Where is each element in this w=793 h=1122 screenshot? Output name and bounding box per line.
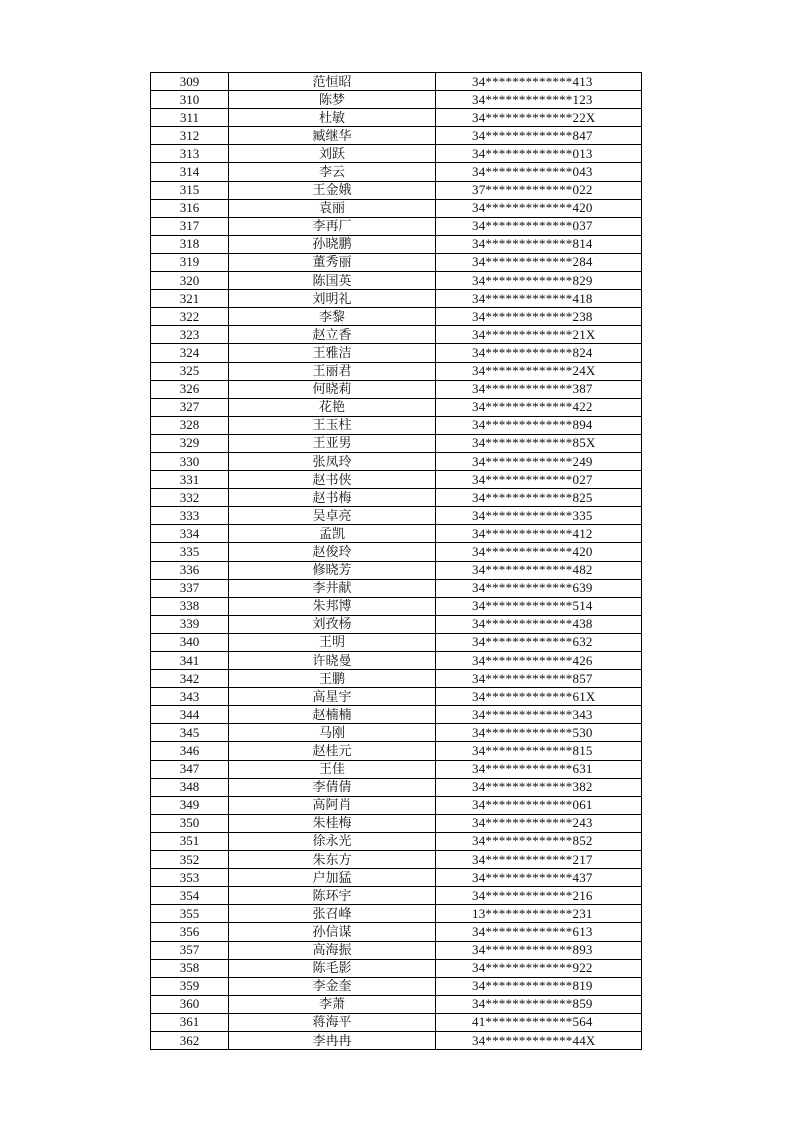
id-number-cell: 34*************24X: [436, 362, 642, 380]
row-number-cell: 336: [151, 561, 229, 579]
row-number-cell: 355: [151, 905, 229, 923]
row-number-cell: 362: [151, 1031, 229, 1049]
table-row: [151, 489, 642, 507]
id-number-cell: 34*************027: [436, 471, 642, 489]
name-cell: 王金娥: [229, 181, 436, 199]
name-cell: 马刚: [229, 724, 436, 742]
table-row: [151, 525, 642, 543]
row-number-cell: 316: [151, 199, 229, 217]
row-number-cell: 343: [151, 688, 229, 706]
table-row: [151, 181, 642, 199]
row-number-cell: 335: [151, 543, 229, 561]
table-row: [151, 127, 642, 145]
name-cell: 王雅洁: [229, 344, 436, 362]
row-number-cell: 312: [151, 127, 229, 145]
id-number-cell: 34*************631: [436, 760, 642, 778]
name-cell: 张召峰: [229, 905, 436, 923]
name-cell: 赵书侠: [229, 471, 436, 489]
name-cell: 赵俊玲: [229, 543, 436, 561]
row-number-cell: 349: [151, 796, 229, 814]
name-cell: 李井献: [229, 579, 436, 597]
id-number-cell: 34*************21X: [436, 326, 642, 344]
name-cell: 朱邦博: [229, 597, 436, 615]
name-cell: 花艳: [229, 398, 436, 416]
table-row: [151, 398, 642, 416]
row-number-cell: 339: [151, 615, 229, 633]
name-cell: 蒋海平: [229, 1013, 436, 1031]
id-number-cell: 34*************894: [436, 416, 642, 434]
row-number-cell: 315: [151, 181, 229, 199]
id-number-cell: 34*************238: [436, 308, 642, 326]
name-cell: 朱桂梅: [229, 814, 436, 832]
table-row: [151, 760, 642, 778]
row-number-cell: 350: [151, 814, 229, 832]
id-number-cell: 34*************387: [436, 380, 642, 398]
name-cell: 陈梦: [229, 91, 436, 109]
id-number-cell: 34*************420: [436, 543, 642, 561]
name-cell: 王鹏: [229, 670, 436, 688]
row-number-cell: 342: [151, 670, 229, 688]
row-number-cell: 317: [151, 217, 229, 235]
table-row: [151, 796, 642, 814]
row-number-cell: 337: [151, 579, 229, 597]
id-number-cell: 34*************037: [436, 217, 642, 235]
row-number-cell: 314: [151, 163, 229, 181]
table-row: [151, 814, 642, 832]
table-row: [151, 615, 642, 633]
name-cell: 刘孜杨: [229, 615, 436, 633]
name-cell: 赵楠楠: [229, 706, 436, 724]
table-row: [151, 145, 642, 163]
row-number-cell: 313: [151, 145, 229, 163]
row-number-cell: 333: [151, 507, 229, 525]
id-number-cell: 34*************632: [436, 633, 642, 651]
name-cell: 陈环宇: [229, 887, 436, 905]
table-row: [151, 977, 642, 995]
name-cell: 王佳: [229, 760, 436, 778]
id-number-cell: 34*************043: [436, 163, 642, 181]
id-number-cell: 34*************343: [436, 706, 642, 724]
name-cell: 朱东方: [229, 851, 436, 869]
row-number-cell: 360: [151, 995, 229, 1013]
name-cell: 王亚男: [229, 434, 436, 452]
row-number-cell: 329: [151, 434, 229, 452]
name-cell: 孟凯: [229, 525, 436, 543]
row-number-cell: 344: [151, 706, 229, 724]
row-number-cell: 334: [151, 525, 229, 543]
name-cell: 孙信谋: [229, 923, 436, 941]
id-number-cell: 34*************814: [436, 235, 642, 253]
id-number-cell: 34*************815: [436, 742, 642, 760]
name-cell: 修晓芳: [229, 561, 436, 579]
table-row: [151, 380, 642, 398]
table-row: [151, 326, 642, 344]
table-row: [151, 362, 642, 380]
id-number-cell: 34*************123: [436, 91, 642, 109]
row-number-cell: 319: [151, 253, 229, 271]
row-number-cell: 328: [151, 416, 229, 434]
id-number-cell: 34*************438: [436, 615, 642, 633]
table-row: [151, 670, 642, 688]
id-number-cell: 34*************22X: [436, 109, 642, 127]
name-cell: 高阿肖: [229, 796, 436, 814]
table-row: [151, 434, 642, 452]
table-row: [151, 1013, 642, 1031]
id-number-cell: 34*************426: [436, 652, 642, 670]
id-number-cell: 34*************829: [436, 272, 642, 290]
id-number-cell: 34*************893: [436, 941, 642, 959]
table-row: [151, 778, 642, 796]
table-row: [151, 579, 642, 597]
id-number-cell: 13*************231: [436, 905, 642, 923]
row-number-cell: 359: [151, 977, 229, 995]
name-cell: 赵书梅: [229, 489, 436, 507]
name-cell: 王明: [229, 633, 436, 651]
table-row: [151, 905, 642, 923]
table-row: [151, 199, 642, 217]
id-number-cell: 34*************44X: [436, 1031, 642, 1049]
row-number-cell: 352: [151, 851, 229, 869]
id-number-cell: 34*************859: [436, 995, 642, 1013]
name-cell: 李冉冉: [229, 1031, 436, 1049]
table-row: [151, 851, 642, 869]
row-number-cell: 330: [151, 452, 229, 470]
row-number-cell: 361: [151, 1013, 229, 1031]
row-number-cell: 320: [151, 272, 229, 290]
row-number-cell: 324: [151, 344, 229, 362]
id-number-cell: 34*************216: [436, 887, 642, 905]
name-cell: 王丽君: [229, 362, 436, 380]
table-row: [151, 272, 642, 290]
name-cell: 孙晓鹏: [229, 235, 436, 253]
name-cell: 吴卓亮: [229, 507, 436, 525]
id-number-cell: 34*************013: [436, 145, 642, 163]
table-row: [151, 235, 642, 253]
table-row: [151, 652, 642, 670]
table-row: [151, 832, 642, 850]
id-number-cell: 34*************922: [436, 959, 642, 977]
name-cell: 赵桂元: [229, 742, 436, 760]
table-row: [151, 633, 642, 651]
roster-table-body: [151, 73, 642, 1050]
name-cell: 陈毛影: [229, 959, 436, 977]
name-cell: 张凤玲: [229, 452, 436, 470]
id-number-cell: 34*************412: [436, 525, 642, 543]
row-number-cell: 356: [151, 923, 229, 941]
row-number-cell: 310: [151, 91, 229, 109]
table-row: [151, 253, 642, 271]
id-number-cell: 34*************249: [436, 452, 642, 470]
id-number-cell: 34*************284: [436, 253, 642, 271]
name-cell: 李黎: [229, 308, 436, 326]
name-cell: 臧继华: [229, 127, 436, 145]
name-cell: 董秀丽: [229, 253, 436, 271]
row-number-cell: 326: [151, 380, 229, 398]
id-number-cell: 34*************857: [436, 670, 642, 688]
id-number-cell: 34*************825: [436, 489, 642, 507]
name-cell: 刘明礼: [229, 290, 436, 308]
row-number-cell: 346: [151, 742, 229, 760]
table-row: [151, 109, 642, 127]
id-number-cell: 34*************639: [436, 579, 642, 597]
name-cell: 李金奎: [229, 977, 436, 995]
id-number-cell: 34*************514: [436, 597, 642, 615]
table-row: [151, 543, 642, 561]
row-number-cell: 332: [151, 489, 229, 507]
table-row: [151, 507, 642, 525]
row-number-cell: 318: [151, 235, 229, 253]
id-number-cell: 34*************420: [436, 199, 642, 217]
table-row: [151, 923, 642, 941]
id-number-cell: 41*************564: [436, 1013, 642, 1031]
table-row: [151, 688, 642, 706]
id-number-cell: 34*************437: [436, 869, 642, 887]
roster-table: [150, 72, 642, 1050]
row-number-cell: 311: [151, 109, 229, 127]
name-cell: 范恒昭: [229, 73, 436, 91]
row-number-cell: 351: [151, 832, 229, 850]
row-number-cell: 347: [151, 760, 229, 778]
name-cell: 李云: [229, 163, 436, 181]
table-row: [151, 869, 642, 887]
table-row: [151, 471, 642, 489]
id-number-cell: 34*************824: [436, 344, 642, 362]
table-row: [151, 561, 642, 579]
row-number-cell: 321: [151, 290, 229, 308]
table-row: [151, 597, 642, 615]
id-number-cell: 37*************022: [436, 181, 642, 199]
row-number-cell: 345: [151, 724, 229, 742]
row-number-cell: 327: [151, 398, 229, 416]
id-number-cell: 34*************413: [436, 73, 642, 91]
id-number-cell: 34*************482: [436, 561, 642, 579]
row-number-cell: 340: [151, 633, 229, 651]
table-row: [151, 290, 642, 308]
row-number-cell: 338: [151, 597, 229, 615]
name-cell: 王玉柱: [229, 416, 436, 434]
id-number-cell: 34*************613: [436, 923, 642, 941]
name-cell: 刘跃: [229, 145, 436, 163]
name-cell: 杜敏: [229, 109, 436, 127]
id-number-cell: 34*************61X: [436, 688, 642, 706]
id-number-cell: 34*************335: [436, 507, 642, 525]
table-row: [151, 1031, 642, 1049]
name-cell: 陈国英: [229, 272, 436, 290]
name-cell: 高星宇: [229, 688, 436, 706]
id-number-cell: 34*************85X: [436, 434, 642, 452]
table-row: [151, 995, 642, 1013]
row-number-cell: 309: [151, 73, 229, 91]
row-number-cell: 348: [151, 778, 229, 796]
id-number-cell: 34*************852: [436, 832, 642, 850]
row-number-cell: 323: [151, 326, 229, 344]
id-number-cell: 34*************217: [436, 851, 642, 869]
table-row: [151, 452, 642, 470]
name-cell: 李再厂: [229, 217, 436, 235]
id-number-cell: 34*************819: [436, 977, 642, 995]
table-row: [151, 91, 642, 109]
name-cell: 许晓曼: [229, 652, 436, 670]
id-number-cell: 34*************422: [436, 398, 642, 416]
name-cell: 何晓莉: [229, 380, 436, 398]
table-row: [151, 163, 642, 181]
name-cell: 赵立香: [229, 326, 436, 344]
table-row: [151, 416, 642, 434]
row-number-cell: 341: [151, 652, 229, 670]
table-row: [151, 941, 642, 959]
id-number-cell: 34*************382: [436, 778, 642, 796]
id-number-cell: 34*************418: [436, 290, 642, 308]
name-cell: 李萧: [229, 995, 436, 1013]
id-number-cell: 34*************847: [436, 127, 642, 145]
name-cell: 高海振: [229, 941, 436, 959]
table-row: [151, 742, 642, 760]
row-number-cell: 354: [151, 887, 229, 905]
name-cell: 户加猛: [229, 869, 436, 887]
row-number-cell: 331: [151, 471, 229, 489]
table-row: [151, 887, 642, 905]
row-number-cell: 325: [151, 362, 229, 380]
name-cell: 袁丽: [229, 199, 436, 217]
table-row: [151, 344, 642, 362]
row-number-cell: 353: [151, 869, 229, 887]
table-row: [151, 706, 642, 724]
row-number-cell: 322: [151, 308, 229, 326]
table-row: [151, 959, 642, 977]
name-cell: 李倩倩: [229, 778, 436, 796]
row-number-cell: 358: [151, 959, 229, 977]
table-row: [151, 73, 642, 91]
row-number-cell: 357: [151, 941, 229, 959]
id-number-cell: 34*************530: [436, 724, 642, 742]
table-row: [151, 724, 642, 742]
id-number-cell: 34*************061: [436, 796, 642, 814]
name-cell: 徐永光: [229, 832, 436, 850]
table-row: [151, 308, 642, 326]
table-row: [151, 217, 642, 235]
id-number-cell: 34*************243: [436, 814, 642, 832]
